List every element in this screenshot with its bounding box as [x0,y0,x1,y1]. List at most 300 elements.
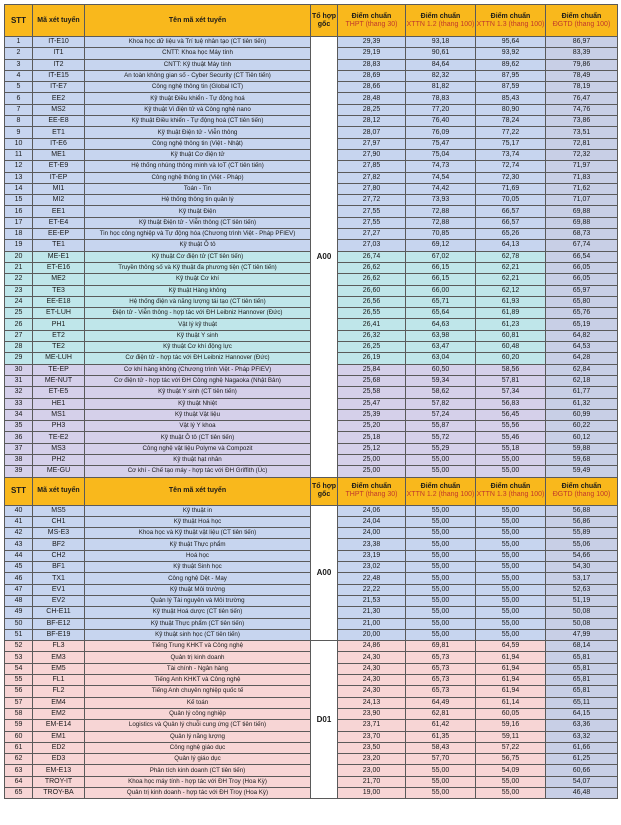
cell-code: CH1 [33,516,85,527]
cell-name: Khoa học và Kỹ thuật vật liệu (CT tiên tiến) [85,528,311,539]
cell-code: ME-LUH [33,353,85,364]
cell-stt: 58 [5,708,33,719]
cell-code: PH3 [33,421,85,432]
cell-thpt: 24,13 [338,697,406,708]
cell-dgtd: 61,25 [546,754,618,765]
cell-code: CH2 [33,550,85,561]
cell-dgtd: 60,99 [546,409,618,420]
cell-stt: 53 [5,652,33,663]
header-group [311,477,338,505]
cell-stt: 11 [5,149,33,160]
cell-stt: 34 [5,409,33,420]
cell-code: CH-E11 [33,607,85,618]
cell-code: ET-E9 [33,161,85,172]
cell-dgtd: 61,66 [546,742,618,753]
cell-stt: 10 [5,138,33,149]
cell-xttn12: 58,62 [406,387,476,398]
cell-name: Hoá học [85,550,311,561]
cell-stt: 12 [5,161,33,172]
cell-stt: 5 [5,82,33,93]
cell-name: Quản trị kinh doanh - hợp tác với ĐH Troy (Hoa Kỳ) [85,788,311,799]
cell-stt: 32 [5,387,33,398]
cell-stt: 26 [5,319,33,330]
cell-xttn12: 64,49 [406,697,476,708]
cell-xttn13: 70,05 [476,195,546,206]
cell-xttn12: 65,73 [406,686,476,697]
cell-name: Kỹ thuật Điều khiển - Tự động hoá [85,93,311,104]
cell-name: Kỹ thuật Cơ điện tử [85,149,311,160]
cell-thpt: 23,50 [338,742,406,753]
cell-stt: 33 [5,398,33,409]
cell-name: Logistics và Quản lý chuỗi cung ứng (CT tiên tiến) [85,720,311,731]
cell-stt: 56 [5,686,33,697]
cell-stt: 27 [5,330,33,341]
cell-code: TROY-IT [33,776,85,787]
cell-dgtd: 50,08 [546,618,618,629]
cell-xttn12: 65,73 [406,652,476,663]
cell-thpt: 28,12 [338,116,406,127]
cell-name: An toàn không gian số - Cyber Security (CT Tiên tiến) [85,70,311,81]
header-thpt-scale: THPT (thang 30) [345,491,398,499]
cell-xttn12: 55,00 [406,466,476,477]
cell-code: MS5 [33,505,85,516]
cell-stt: 22 [5,274,33,285]
cell-name: Kỹ thuật sinh học (CT tiên tiến) [85,629,311,640]
cell-thpt: 24,30 [338,686,406,697]
cell-thpt: 21,30 [338,607,406,618]
cell-dgtd: 73,86 [546,116,618,127]
cell-stt: 57 [5,697,33,708]
cell-thpt: 26,32 [338,330,406,341]
cell-dgtd: 56,88 [546,505,618,516]
cell-thpt: 28,83 [338,59,406,70]
cell-stt: 59 [5,720,33,731]
cell-dgtd: 79,86 [546,59,618,70]
cell-dgtd: 65,11 [546,697,618,708]
cell-dgtd: 66,54 [546,251,618,262]
cell-thpt: 24,06 [338,505,406,516]
cell-thpt: 26,19 [338,353,406,364]
cell-thpt: 23,02 [338,562,406,573]
cell-xttn13: 59,16 [476,720,546,731]
cell-xttn12: 57,24 [406,409,476,420]
cell-name: Kỹ thuật Hàng không [85,285,311,296]
cell-stt: 21 [5,262,33,273]
header-row [5,5,618,37]
cell-thpt: 28,25 [338,104,406,115]
header-dgtd-scale: ĐGTD (thang 100) [552,20,611,28]
cell-dgtd: 71,83 [546,172,618,183]
cell-stt: 63 [5,765,33,776]
cell-xttn13: 55,00 [476,573,546,584]
cell-xttn12: 60,50 [406,364,476,375]
cell-name: Công nghệ thông tin (Việt - Pháp) [85,172,311,183]
cell-name: Kỹ thuật Môi trường [85,584,311,595]
header-thpt-scale: THPT (thang 30) [345,20,398,28]
cell-name: Truyền thông số và Kỹ thuật đa phương tiện (CT tiên tiến) [85,262,311,273]
cell-xttn12: 93,18 [406,37,476,48]
cell-xttn12: 59,34 [406,375,476,386]
cell-dgtd: 61,77 [546,387,618,398]
cell-xttn12: 62,81 [406,708,476,719]
cell-dgtd: 65,76 [546,308,618,319]
cell-stt: 54 [5,663,33,674]
cell-name: Kỹ thuật Cơ điện tử (CT tiên tiến) [85,251,311,262]
cell-code: IT-E6 [33,138,85,149]
cell-stt: 40 [5,505,33,516]
cell-stt: 52 [5,641,33,652]
cell-stt: 37 [5,443,33,454]
cell-thpt: 28,69 [338,70,406,81]
cell-xttn12: 55,00 [406,516,476,527]
cell-name: Tài chính - Ngân hàng [85,663,311,674]
cell-dgtd: 63,36 [546,720,618,731]
cell-code: EM5 [33,663,85,674]
cell-xttn12: 74,42 [406,183,476,194]
cell-name: Điện tử - Viễn thông - hợp tác với ĐH Leibniz Hannover (Đức) [85,308,311,319]
cell-dgtd: 69,88 [546,217,618,228]
cell-stt: 29 [5,353,33,364]
header-xttn13-title: Điểm chuẩn [490,483,531,491]
cell-xttn12: 74,54 [406,172,476,183]
cell-dgtd: 66,05 [546,274,618,285]
cell-xttn13: 55,00 [476,562,546,573]
cell-stt: 20 [5,251,33,262]
cell-dgtd: 65,81 [546,686,618,697]
cell-xttn12: 57,82 [406,398,476,409]
cell-xttn12: 57,70 [406,754,476,765]
cell-thpt: 24,30 [338,675,406,686]
cell-dgtd: 78,19 [546,82,618,93]
cell-name: Vật lý Y khoa [85,421,311,432]
cell-name: Kỹ thuật Điện tử - Viễn thông (CT tiên tiến) [85,217,311,228]
cell-code: EV2 [33,595,85,606]
cell-dgtd: 55,06 [546,539,618,550]
cell-stt: 7 [5,104,33,115]
cell-thpt: 24,30 [338,652,406,663]
cell-name: Tiếng Anh chuyên nghiệp quốc tế [85,686,311,697]
cell-thpt: 21,70 [338,776,406,787]
cell-name: Tiếng Trung KHKT và Công nghệ [85,641,311,652]
cell-name: Kỹ thuật Thực phẩm [85,539,311,550]
cell-name: Kỹ thuật Điện [85,206,311,217]
cell-xttn13: 56,45 [476,409,546,420]
cell-thpt: 25,00 [338,466,406,477]
cell-name: Công nghệ thông tin (Việt - Nhật) [85,138,311,149]
header-stt: STT [5,5,33,37]
cell-thpt: 27,97 [338,138,406,149]
cell-xttn12: 55,00 [406,505,476,516]
cell-xttn13: 62,78 [476,251,546,262]
cell-name: Công nghệ Dệt - May [85,573,311,584]
header-name: Tên mã xét tuyển [85,477,311,505]
header-thpt [338,5,406,37]
header-xttn12-scale: XTTN 1.2 (thang 100) [406,20,475,28]
cell-xttn13: 55,00 [476,516,546,527]
cell-name: Tin học công nghiệp và Tự động hóa (Chương trình Việt - Pháp PFIEV) [85,229,311,240]
cell-thpt: 23,70 [338,731,406,742]
cell-code: ET-LUH [33,308,85,319]
cell-xttn13: 62,21 [476,274,546,285]
cell-xttn13: 61,94 [476,663,546,674]
cell-xttn12: 72,88 [406,217,476,228]
cell-stt: 6 [5,93,33,104]
table-row [5,505,618,516]
cell-xttn12: 55,00 [406,629,476,640]
header-dgtd-scale: ĐGTD (thang 100) [552,491,611,499]
cell-thpt: 24,86 [338,641,406,652]
cell-name: Kỹ thuật in [85,505,311,516]
cell-xttn12: 74,73 [406,161,476,172]
cell-xttn12: 75,04 [406,149,476,160]
cell-xttn13: 61,94 [476,675,546,686]
header-group-title: Tổ hợp [311,483,337,491]
cell-xttn12: 65,73 [406,663,476,674]
cell-dgtd: 60,12 [546,432,618,443]
cell-xttn13: 87,95 [476,70,546,81]
cell-code: EM3 [33,652,85,663]
cell-name: Kỹ thuật Thực phẩm (CT tiên tiến) [85,618,311,629]
header-stt: STT [5,477,33,505]
cell-dgtd: 78,49 [546,70,618,81]
header-name: Tên mã xét tuyển [85,5,311,37]
cell-xttn13: 72,30 [476,172,546,183]
cell-dgtd: 69,88 [546,206,618,217]
cell-name: Cơ điện tử - hợp tác với ĐH Công nghệ Nagaoka (Nhật Bản) [85,375,311,386]
cell-xttn13: 93,92 [476,48,546,59]
cell-xttn13: 95,64 [476,37,546,48]
cell-code: TE2 [33,342,85,353]
cell-code: EM-E13 [33,765,85,776]
cell-stt: 28 [5,342,33,353]
cell-thpt: 29,39 [338,37,406,48]
cell-xttn12: 55,29 [406,443,476,454]
cell-name: Kỹ thuật Ô tô (CT tiên tiến) [85,432,311,443]
cell-dgtd: 55,89 [546,528,618,539]
cell-xttn12: 55,00 [406,562,476,573]
cell-dgtd: 60,22 [546,421,618,432]
cell-code: ED3 [33,754,85,765]
cell-name: Quản lý công nghiệp [85,708,311,719]
cell-name: Hệ thống nhúng thông minh và IoT (CT tiên tiến) [85,161,311,172]
cell-name: Cơ khí hàng không (Chương trình Việt - Pháp PFIEV) [85,364,311,375]
header-group-scale: gốc [317,20,331,28]
header-dgtd-title: Điểm chuẩn [561,12,602,20]
cell-xttn12: 76,40 [406,116,476,127]
cell-dgtd: 51,19 [546,595,618,606]
cell-stt: 44 [5,550,33,561]
cell-xttn12: 55,00 [406,573,476,584]
cell-dgtd: 64,15 [546,708,618,719]
cell-dgtd: 59,88 [546,443,618,454]
cell-xttn12: 90,61 [406,48,476,59]
cell-code: EM1 [33,731,85,742]
cell-xttn13: 87,59 [476,82,546,93]
cell-thpt: 27,27 [338,229,406,240]
header-xttn12-title: Điểm chuẩn [420,483,461,491]
cell-name: Hệ thống điện và năng lượng tái tạo (CT tiên tiến) [85,296,311,307]
cell-stt: 36 [5,432,33,443]
cell-stt: 51 [5,629,33,640]
cell-xttn12: 65,71 [406,296,476,307]
cell-xttn12: 55,00 [406,584,476,595]
cell-dgtd: 72,32 [546,149,618,160]
header-xttn13-scale: XTTN 1.3 (thang 100) [476,491,545,499]
table-row [5,641,618,652]
cell-code: TE-E2 [33,432,85,443]
header-dgtd [546,5,618,37]
cell-dgtd: 68,14 [546,641,618,652]
cell-dgtd: 65,19 [546,319,618,330]
cell-stt: 14 [5,183,33,194]
cell-stt: 42 [5,528,33,539]
cell-xttn13: 61,14 [476,697,546,708]
cell-code: FL3 [33,641,85,652]
cell-xttn13: 65,26 [476,229,546,240]
cell-xttn12: 55,00 [406,618,476,629]
cell-name: Công nghệ giáo dục [85,742,311,753]
cell-dgtd: 76,47 [546,93,618,104]
cell-thpt: 23,20 [338,754,406,765]
cell-dgtd: 68,73 [546,229,618,240]
cell-xttn13: 56,75 [476,754,546,765]
cell-thpt: 24,00 [338,528,406,539]
cell-thpt: 23,90 [338,708,406,719]
cell-xttn13: 55,00 [476,539,546,550]
cell-xttn12: 65,64 [406,308,476,319]
cell-code: IT-E10 [33,37,85,48]
cell-code: FL2 [33,686,85,697]
cell-code: BF-E19 [33,629,85,640]
cell-name: Cơ điện tử - hợp tác với ĐH Leibniz Hannover (Đức) [85,353,311,364]
cell-xttn12: 76,09 [406,127,476,138]
cell-stt: 49 [5,607,33,618]
cell-code: EM4 [33,697,85,708]
cell-xttn13: 57,34 [476,387,546,398]
header-row [5,477,618,505]
cell-thpt: 28,66 [338,82,406,93]
cell-thpt: 27,72 [338,195,406,206]
cell-code: TX1 [33,573,85,584]
cell-dgtd: 47,99 [546,629,618,640]
cell-xttn13: 72,74 [476,161,546,172]
cell-code: FL1 [33,675,85,686]
cell-code: HE1 [33,398,85,409]
cell-thpt: 23,38 [338,539,406,550]
cell-dgtd: 54,66 [546,550,618,561]
cell-xttn13: 64,13 [476,240,546,251]
cell-xttn13: 66,57 [476,217,546,228]
cell-dgtd: 65,80 [546,296,618,307]
cell-thpt: 23,71 [338,720,406,731]
header-thpt-title: Điểm chuẩn [351,12,392,20]
cell-xttn12: 61,35 [406,731,476,742]
cell-xttn13: 55,00 [476,788,546,799]
cell-xttn13: 59,11 [476,731,546,742]
cell-dgtd: 63,32 [546,731,618,742]
cell-xttn13: 61,23 [476,319,546,330]
cell-xttn12: 65,73 [406,675,476,686]
cell-xttn12: 66,15 [406,274,476,285]
cell-name: Cơ khí - Chế tạo máy - hợp tác với ĐH Griffith (Úc) [85,466,311,477]
header-xttn13 [476,5,546,37]
cell-stt: 4 [5,70,33,81]
cell-stt: 25 [5,308,33,319]
cell-name: Kỹ thuật Điện tử - Viễn thông [85,127,311,138]
cell-code: MI1 [33,183,85,194]
cell-code: MI2 [33,195,85,206]
cell-dgtd: 62,18 [546,375,618,386]
cell-xttn13: 80,90 [476,104,546,115]
cell-thpt: 25,47 [338,398,406,409]
group-cell: A00 [311,505,338,641]
cell-xttn13: 77,22 [476,127,546,138]
cell-name: CNTT: Kỹ thuật Máy tính [85,59,311,70]
cell-xttn13: 61,89 [476,308,546,319]
cell-dgtd: 71,62 [546,183,618,194]
cell-name: Kỹ thuật Hoá học [85,516,311,527]
cell-xttn12: 82,32 [406,70,476,81]
cell-thpt: 23,19 [338,550,406,561]
cell-stt: 13 [5,172,33,183]
cell-dgtd: 71,07 [546,195,618,206]
cell-code: ET-E4 [33,217,85,228]
cell-name: Kỹ thuật Vật liệu [85,409,311,420]
cell-xttn13: 61,93 [476,296,546,307]
cell-stt: 23 [5,285,33,296]
cell-xttn12: 78,83 [406,93,476,104]
cell-xttn12: 55,00 [406,528,476,539]
cell-code: MS-E3 [33,528,85,539]
cell-name: Quản trị kinh doanh [85,652,311,663]
cell-name: Kỹ thuật Cơ khí động lực [85,342,311,353]
header-group-title: Tổ hợp [311,12,337,20]
cell-stt: 48 [5,595,33,606]
header-xttn12-title: Điểm chuẩn [420,12,461,20]
cell-xttn12: 66,00 [406,285,476,296]
cell-code: ME2 [33,274,85,285]
cell-dgtd: 50,08 [546,607,618,618]
cell-name: Quản lý năng lượng [85,731,311,742]
cell-code: ME-GU [33,466,85,477]
cell-xttn13: 55,00 [476,584,546,595]
cell-thpt: 22,22 [338,584,406,595]
header-xttn12 [406,5,476,37]
cell-thpt: 20,00 [338,629,406,640]
cell-xttn13: 61,94 [476,652,546,663]
cell-stt: 19 [5,240,33,251]
cell-stt: 45 [5,562,33,573]
cell-thpt: 27,55 [338,206,406,217]
cell-xttn13: 57,81 [476,375,546,386]
cell-name: Kỹ thuật Cơ khí [85,274,311,285]
cell-xttn13: 60,20 [476,353,546,364]
cell-code: TROY-BA [33,788,85,799]
cell-thpt: 27,85 [338,161,406,172]
cell-stt: 1 [5,37,33,48]
cell-code: EV1 [33,584,85,595]
cell-stt: 64 [5,776,33,787]
cell-thpt: 19,00 [338,788,406,799]
table-row [5,37,618,48]
cell-thpt: 26,25 [338,342,406,353]
cell-thpt: 24,04 [338,516,406,527]
header-group-scale: gốc [317,491,331,499]
header-thpt-title: Điểm chuẩn [351,483,392,491]
cell-thpt: 25,20 [338,421,406,432]
cell-code: EE-E8 [33,116,85,127]
cell-code: BF2 [33,539,85,550]
